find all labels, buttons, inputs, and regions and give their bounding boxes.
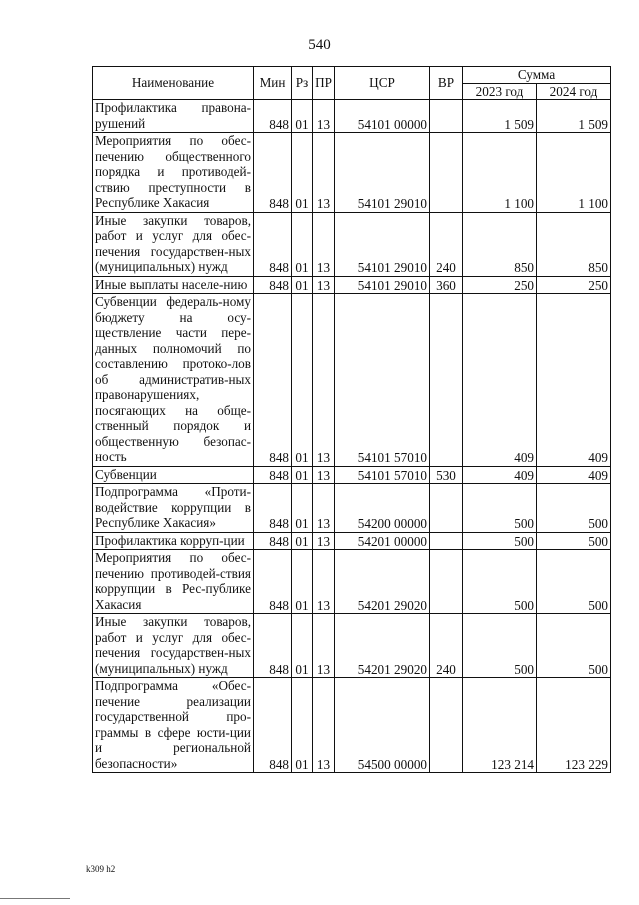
cell-y2023: 409: [463, 294, 537, 467]
cell-rz: 01: [292, 614, 313, 678]
cell-y2024: 1 509: [537, 100, 611, 133]
cell-rz: 01: [292, 133, 313, 213]
cell-vr: 240: [430, 212, 463, 276]
cell-y2024: 1 100: [537, 133, 611, 213]
cell-vr: [430, 133, 463, 213]
cell-vr: 530: [430, 466, 463, 484]
cell-name: Иные выплаты населе-нию: [93, 276, 254, 294]
cell-y2024: 409: [537, 466, 611, 484]
cell-rz: 01: [292, 212, 313, 276]
cell-rz: 01: [292, 532, 313, 550]
cell-vr: [430, 484, 463, 533]
header-vr: ВР: [430, 67, 463, 100]
cell-min: 848: [254, 466, 292, 484]
cell-y2023: 1 509: [463, 100, 537, 133]
budget-table: [92, 66, 611, 773]
table-row: [93, 614, 611, 678]
cell-vr: [430, 294, 463, 467]
cell-name: Профилактика правона-рушений: [93, 100, 254, 133]
cell-name: Иные закупки товаров, работ и услуг для обес-печения государствен-ных (муниципальных) нужд: [93, 212, 254, 276]
cell-min: 848: [254, 678, 292, 773]
cell-name: Мероприятия по обес-печению общественного порядка и противодей-ствию преступности в Республике Хакасия: [93, 133, 254, 213]
cell-vr: [430, 100, 463, 133]
cell-y2023: 850: [463, 212, 537, 276]
cell-name: Субвенции федераль-ному бюджету на осу-ществление части пере-данных полномочий по составлению протоко-лов об административ-ных правонарушениях, посягающих на обще-ственный порядок и общественную безопас-ность: [93, 294, 254, 467]
cell-y2024: 500: [537, 614, 611, 678]
cell-y2023: 409: [463, 466, 537, 484]
cell-csr: 54101 57010: [335, 294, 430, 467]
cell-csr: 54201 29020: [335, 614, 430, 678]
header-pr: ПР: [313, 67, 335, 100]
cell-name: Профилактика корруп-ции: [93, 532, 254, 550]
header-2023: 2023 год: [463, 83, 537, 100]
header-rz: Рз: [292, 67, 313, 100]
cell-pr: 13: [313, 614, 335, 678]
cell-csr: 54201 29020: [335, 550, 430, 614]
cell-csr: 54201 00000: [335, 532, 430, 550]
cell-pr: 13: [313, 276, 335, 294]
cell-rz: 01: [292, 276, 313, 294]
cell-y2024: 409: [537, 294, 611, 467]
cell-y2024: 500: [537, 484, 611, 533]
table-row: [93, 678, 611, 773]
cell-min: 848: [254, 276, 292, 294]
cell-name: Иные закупки товаров, работ и услуг для обес-печения государствен-ных (муниципальных) нужд: [93, 614, 254, 678]
cell-y2024: 250: [537, 276, 611, 294]
cell-y2023: 1 100: [463, 133, 537, 213]
cell-vr: 240: [430, 614, 463, 678]
table-row: [93, 466, 611, 484]
cell-csr: 54101 29010: [335, 276, 430, 294]
table-row: [93, 133, 611, 213]
header-csr: ЦСР: [335, 67, 430, 100]
cell-y2023: 500: [463, 532, 537, 550]
cell-pr: 13: [313, 212, 335, 276]
cell-y2024: 123 229: [537, 678, 611, 773]
cell-vr: 360: [430, 276, 463, 294]
cell-rz: 01: [292, 550, 313, 614]
cell-vr: [430, 532, 463, 550]
cell-min: 848: [254, 294, 292, 467]
cell-csr: 54200 00000: [335, 484, 430, 533]
cell-name: Подпрограмма «Проти-водействие коррупции в Республике Хакасия»: [93, 484, 254, 533]
cell-name: Мероприятия по обес-печению противодей-ствия коррупции в Рес-публике Хакасия: [93, 550, 254, 614]
table-row: [93, 550, 611, 614]
cell-csr: 54101 29010: [335, 133, 430, 213]
cell-pr: 13: [313, 466, 335, 484]
cell-csr: 54101 57010: [335, 466, 430, 484]
footer-code: k309 h2: [86, 864, 116, 874]
cell-y2023: 250: [463, 276, 537, 294]
table-row: [93, 484, 611, 533]
cell-vr: [430, 550, 463, 614]
table-row: [93, 100, 611, 133]
cell-rz: 01: [292, 484, 313, 533]
cell-min: 848: [254, 100, 292, 133]
cell-csr: 54101 00000: [335, 100, 430, 133]
cell-name: Подпрограмма «Обес-печение реализации государственной про-граммы в сфере юсти-ции и региональной безопасности»: [93, 678, 254, 773]
cell-min: 848: [254, 614, 292, 678]
header-min: Мин: [254, 67, 292, 100]
cell-y2024: 850: [537, 212, 611, 276]
table-row: [93, 294, 611, 467]
cell-pr: 13: [313, 532, 335, 550]
header-name: Наименование: [93, 67, 254, 100]
cell-y2023: 123 214: [463, 678, 537, 773]
cell-csr: 54500 00000: [335, 678, 430, 773]
header-2024: 2024 год: [537, 83, 611, 100]
cell-vr: [430, 678, 463, 773]
cell-rz: 01: [292, 466, 313, 484]
cell-rz: 01: [292, 678, 313, 773]
cell-min: 848: [254, 550, 292, 614]
cell-y2023: 500: [463, 550, 537, 614]
cell-y2024: 500: [537, 532, 611, 550]
table-body: [93, 100, 611, 773]
cell-pr: 13: [313, 100, 335, 133]
cell-y2024: 500: [537, 550, 611, 614]
cell-pr: 13: [313, 678, 335, 773]
header-sum: Сумма: [463, 67, 611, 84]
divider: [0, 898, 70, 899]
cell-name: Субвенции: [93, 466, 254, 484]
cell-y2023: 500: [463, 484, 537, 533]
cell-y2023: 500: [463, 614, 537, 678]
cell-min: 848: [254, 484, 292, 533]
cell-pr: 13: [313, 133, 335, 213]
cell-pr: 13: [313, 550, 335, 614]
cell-csr: 54101 29010: [335, 212, 430, 276]
cell-min: 848: [254, 133, 292, 213]
cell-pr: 13: [313, 484, 335, 533]
cell-rz: 01: [292, 100, 313, 133]
cell-min: 848: [254, 212, 292, 276]
table-row: [93, 532, 611, 550]
cell-min: 848: [254, 532, 292, 550]
page-number: 540: [308, 37, 331, 53]
table-row: [93, 212, 611, 276]
cell-pr: 13: [313, 294, 335, 467]
table-row: [93, 276, 611, 294]
cell-rz: 01: [292, 294, 313, 467]
